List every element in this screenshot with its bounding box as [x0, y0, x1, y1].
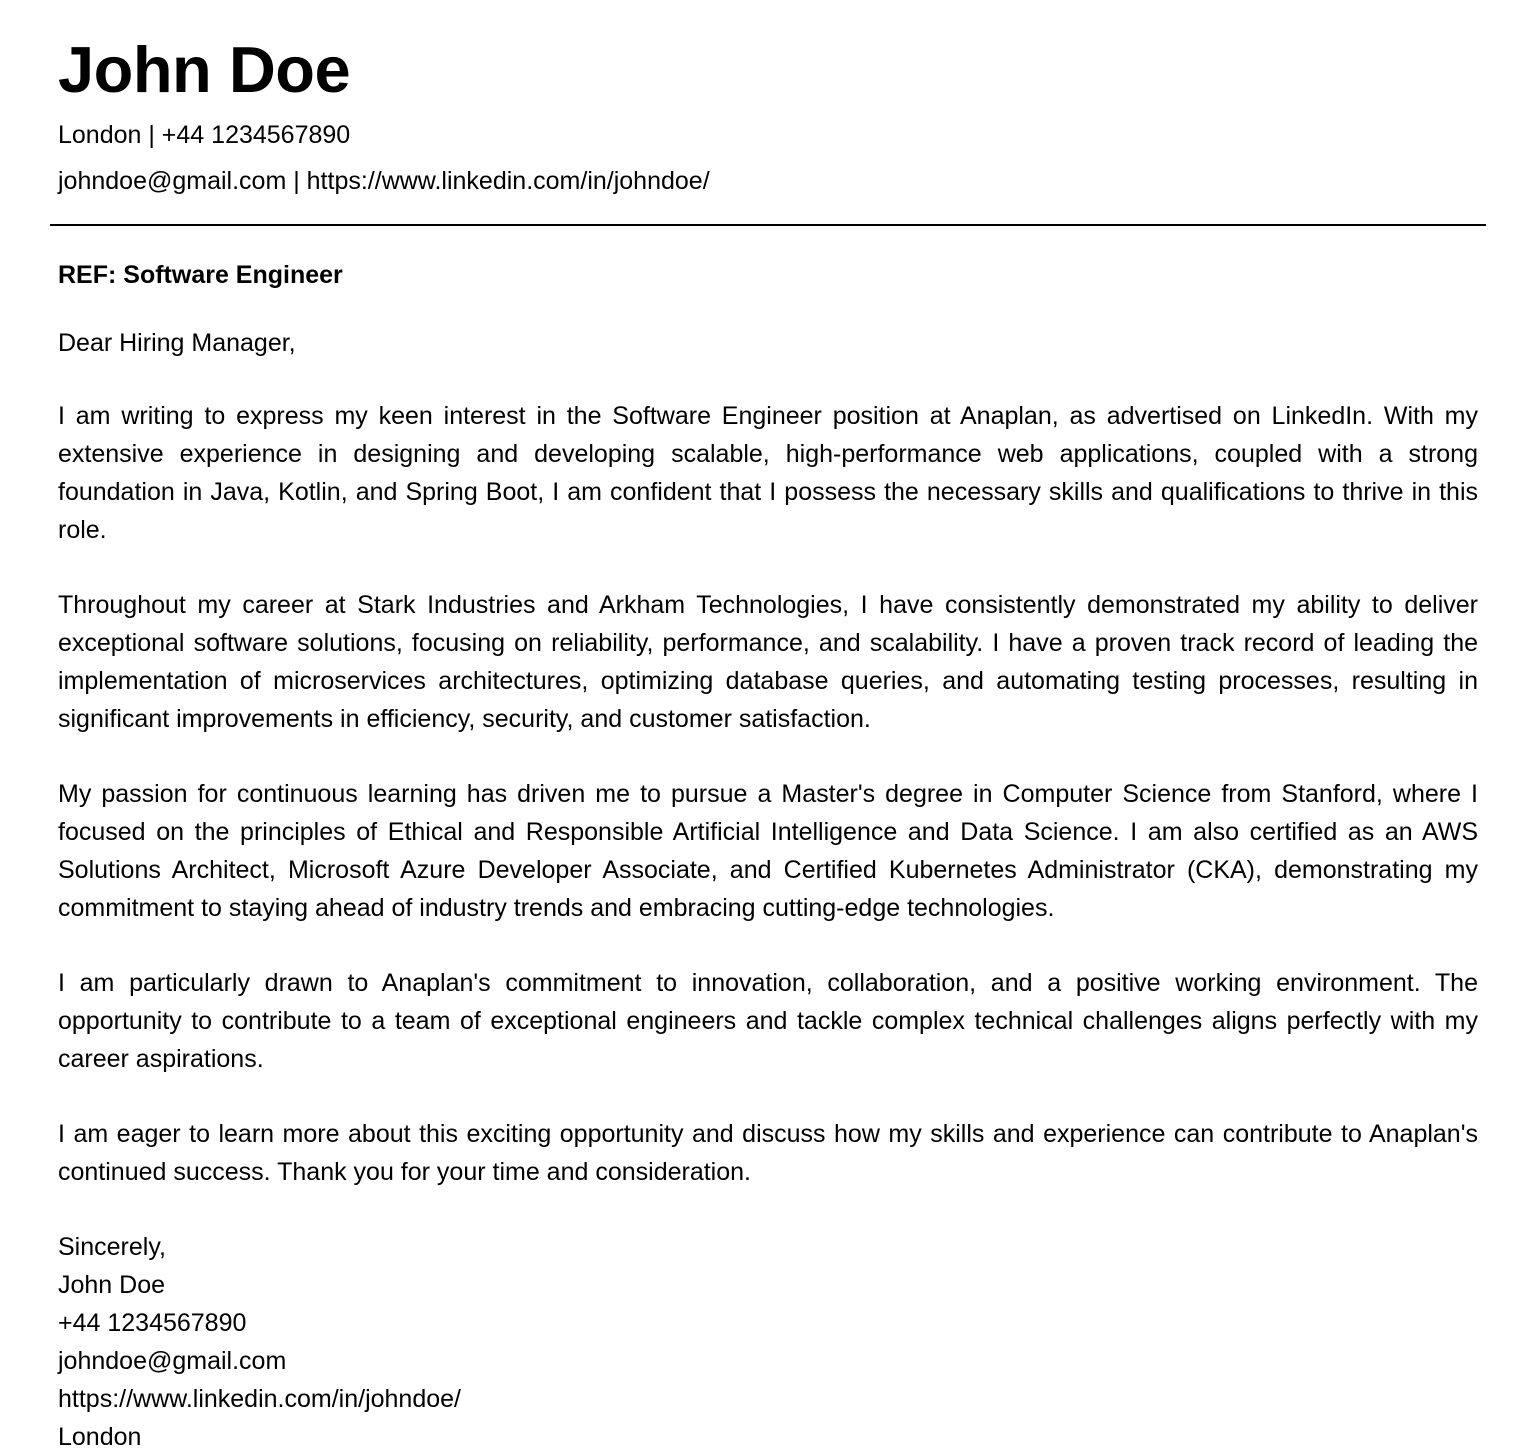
closing-block [58, 1228, 1478, 1456]
greeting: Dear Hiring Manager, [58, 329, 296, 357]
signature-name: John Doe [58, 1271, 166, 1299]
sign-off: Sincerely, [58, 1233, 166, 1261]
signature-location: London [58, 1423, 142, 1451]
paragraph-experience: Throughout my career at Stark Industries and Arkham Technologies, I have consistently demonstrated my ability to deliver exceptional software solutions, focusing on reliability, performance, and scalability. I have a proven track record of leading the implementation of microservices architectures, optimizing database queries, and automating testing processes, resulting in significant improvements in efficiency, security, and customer satisfaction. [58, 591, 1478, 733]
paragraph-education: My passion for continuous learning has driven me to pursue a Master's degree in Computer Science from Stanford, where I focused on the principles of Ethical and Responsible Artificial Intelligence and Data Science. I am also certified as an AWS Solutions Architect, Microsoft Azure Developer Associate, and Certified Kubernetes Administrator (CKA), demonstrating my commitment to staying ahead of industry trends and embracing cutting-edge technologies. [58, 780, 1478, 922]
letter-header [58, 30, 1478, 196]
contact-email-linkedin: johndoe@gmail.com | https://www.linkedin.com/in/johndoe/ [58, 167, 710, 195]
paragraph-motivation: I am particularly drawn to Anaplan's commitment to innovation, collaboration, and a positive working environment. The opportunity to contribute to a team of exceptional engineers and tackle complex technical challenges aligns perfectly with my career aspirations. [58, 969, 1478, 1073]
signature-linkedin: https://www.linkedin.com/in/johndoe/ [58, 1385, 461, 1413]
reference-line: REF: Software Engineer [58, 261, 343, 289]
applicant-name: John Doe [58, 33, 351, 106]
contact-location-phone: London | +44 1234567890 [58, 121, 351, 149]
letter-body [58, 258, 1478, 1456]
paragraph-conclusion: I am eager to learn more about this exciting opportunity and discuss how my skills and experience can contribute to Anaplan's continued success. Thank you for your time and consideration. [58, 1120, 1478, 1186]
signature-phone: +44 1234567890 [58, 1309, 247, 1337]
header-divider [50, 224, 1486, 226]
signature-email: johndoe@gmail.com [58, 1347, 287, 1375]
paragraph-intro: I am writing to express my keen interest in the Software Engineer position at Anaplan, as advertised on LinkedIn. With my extensive experience in designing and developing scalable, high-performance web applications, coupled with a strong foundation in Java, Kotlin, and Spring Boot, I am confident that I possess the necessary skills and qualifications to thrive in this role. [58, 402, 1478, 544]
